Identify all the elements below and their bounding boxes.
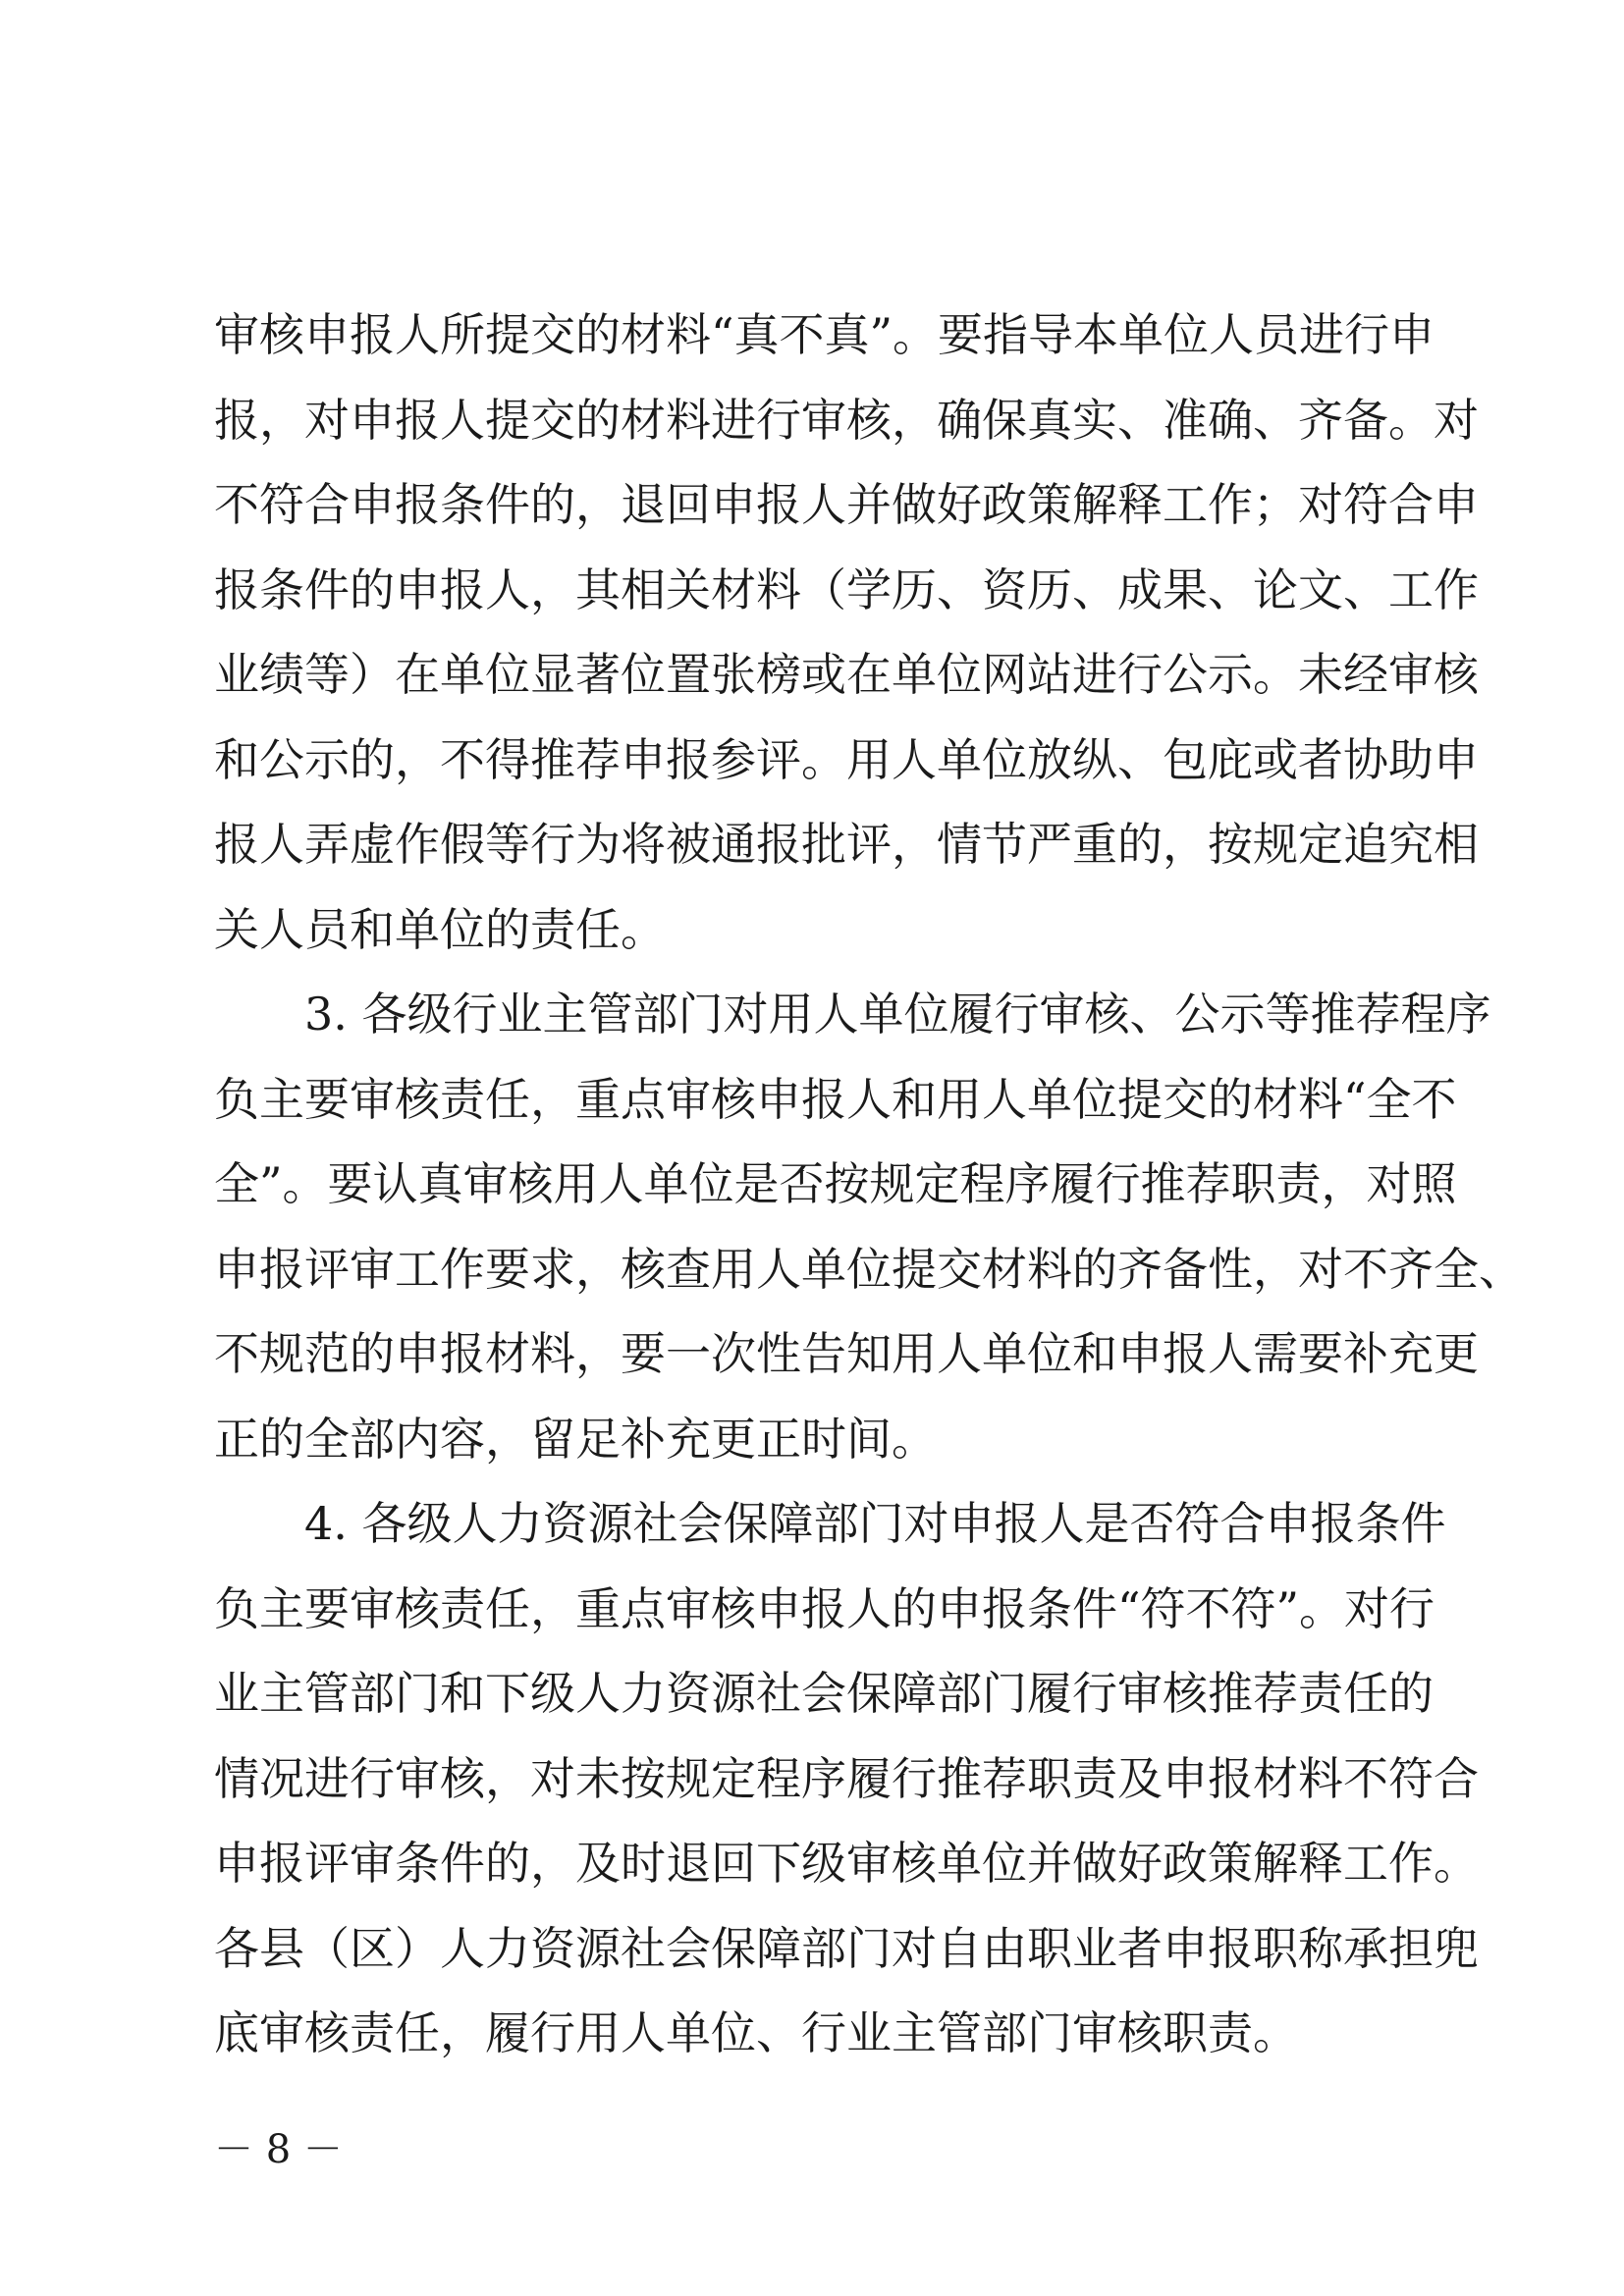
paragraph-1 — [214, 293, 1479, 972]
text-line: 申报评审条件的，及时退回下级审核单位并做好政策解释工作。 — [214, 1837, 1479, 1890]
text-line: 情况进行审核，对未按规定程序履行推荐职责及申报材料不符合 — [214, 1751, 1479, 1805]
text-line: 和公示的，不得推荐申报参评。用人单位放纵、包庇或者协助申 — [214, 732, 1479, 786]
text-line: 负主要审核责任，重点审核申报人和用人单位提交的材料“全不 — [214, 1072, 1457, 1126]
text-line: 底审核责任，履行用人单位、行业主管部门审核职责。 — [214, 2006, 1298, 2059]
text-line: 全”。要认真审核用人单位是否按规定程序履行推荐职责，对照 — [214, 1157, 1457, 1210]
text-line: 申报评审工作要求，核查用人单位提交材料的齐备性，对不齐全、 — [214, 1242, 1524, 1296]
text-line: 审核申报人所提交的材料“真不真”。要指导本单位人员进行申 — [214, 308, 1435, 361]
paragraph-item-4 — [214, 1481, 1479, 2076]
text-line: 4. 各级人力资源社会保障部门对申报人是否符合申报条件 — [304, 1497, 1446, 1550]
text-line: 报，对申报人提交的材料进行审核，确保真实、准确、齐备。对 — [214, 393, 1479, 447]
text-line: 各县（区）人力资源社会保障部门对自由职业者申报职称承担兜 — [214, 1921, 1479, 1975]
document-body — [214, 293, 1524, 2076]
text-line: 3. 各级行业主管部门对用人单位履行审核、公示等推荐程序 — [304, 988, 1491, 1041]
text-line: 业主管部门和下级人力资源社会保障部门履行审核推荐责任的 — [214, 1667, 1434, 1720]
text-line: 报人弄虚作假等行为将被通报批评，情节严重的，按规定追究相 — [214, 818, 1479, 871]
text-line: 业绩等）在单位显著位置张榜或在单位网站进行公示。未经审核 — [214, 648, 1479, 701]
text-line: 不规范的申报材料，要一次性告知用人单位和申报人需要补充更 — [214, 1327, 1479, 1380]
paragraph-item-3 — [214, 972, 1524, 1481]
page-number: － 8 － — [214, 2127, 343, 2172]
text-line: 报条件的申报人，其相关材料（学历、资历、成果、论文、工作 — [214, 562, 1479, 616]
text-line: 正的全部内容，留足补充更正时间。 — [214, 1412, 937, 1466]
text-line: 关人员和单位的责任。 — [214, 902, 666, 956]
text-line: 不符合申报条件的，退回申报人并做好政策解释工作；对符合申 — [214, 478, 1479, 531]
text-line: 负主要审核责任，重点审核申报人的申报条件“符不符”。对行 — [214, 1581, 1435, 1635]
